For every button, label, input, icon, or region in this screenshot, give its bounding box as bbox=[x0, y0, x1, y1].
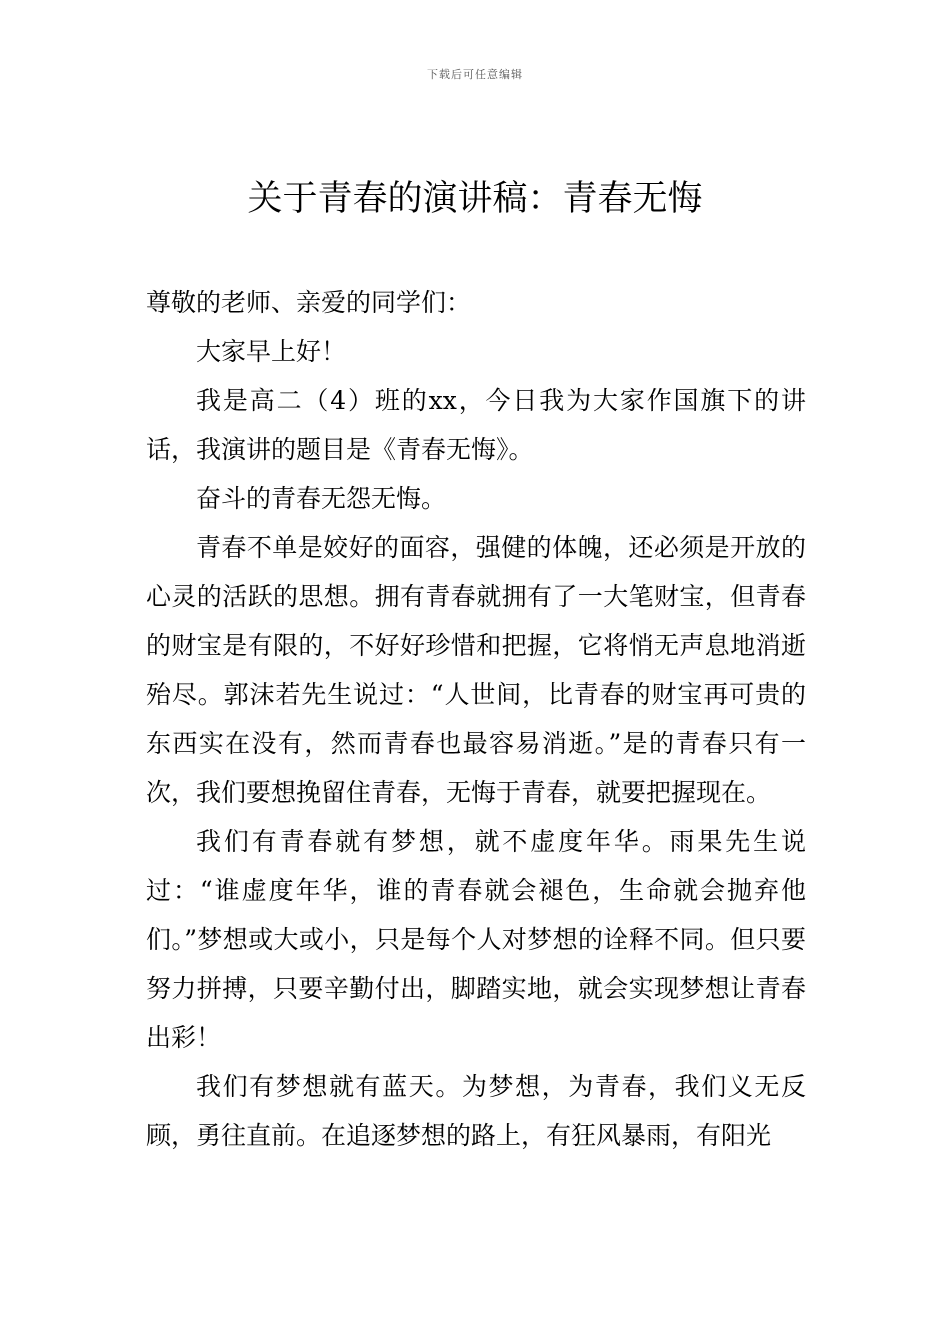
paragraph-theme: 奋斗的青春无怨无悔。 bbox=[196, 484, 447, 513]
paragraph-greeting: 大家早上好！ bbox=[196, 337, 347, 366]
paragraph-introduction: 我是高二（4）班的xx，今日我为大家作国旗下的讲话，我演讲的题目是《青春无悔》。 bbox=[146, 386, 806, 464]
salutation: 尊敬的老师、亲爱的同学们： bbox=[146, 288, 472, 317]
document-title: 关于青春的演讲稿：青春无悔 bbox=[247, 179, 703, 219]
header-note: 下载后可任意编辑 bbox=[427, 68, 523, 81]
paragraph-youth-treasure: 青春不单是姣好的面容，强健的体魄，还必须是开放的心灵的活跃的思想。拥有青春就拥有了一大笔财宝，但青春的财宝是有限的，不好好珍惜和把握，它将悄无声息地消逝殆尽。郭沫若先生说过：“人世间，比青春的财宝再可贵的东西实在没有，然而青春也最容易消逝。”是的青春只有一次，我们要想挽留住青春，无悔于青春，就要把握现在。 bbox=[146, 533, 806, 807]
document-body bbox=[146, 278, 806, 1160]
paragraph-blue-sky: 我们有梦想就有蓝天。为梦想，为青春，我们义无反顾，勇往直前。在追逐梦想的路上，有狂风暴雨，有阳光 bbox=[146, 1072, 806, 1150]
paragraph-dreams: 我们有青春就有梦想，就不虚度年华。雨果先生说过：“谁虚度年华，谁的青春就会褪色，生命就会抛弃他们。”梦想或大或小，只是每个人对梦想的诠释不同。但只要努力拼搏，只要辛勤付出，脚踏实地，就会实现梦想让青春出彩！ bbox=[146, 827, 806, 1052]
